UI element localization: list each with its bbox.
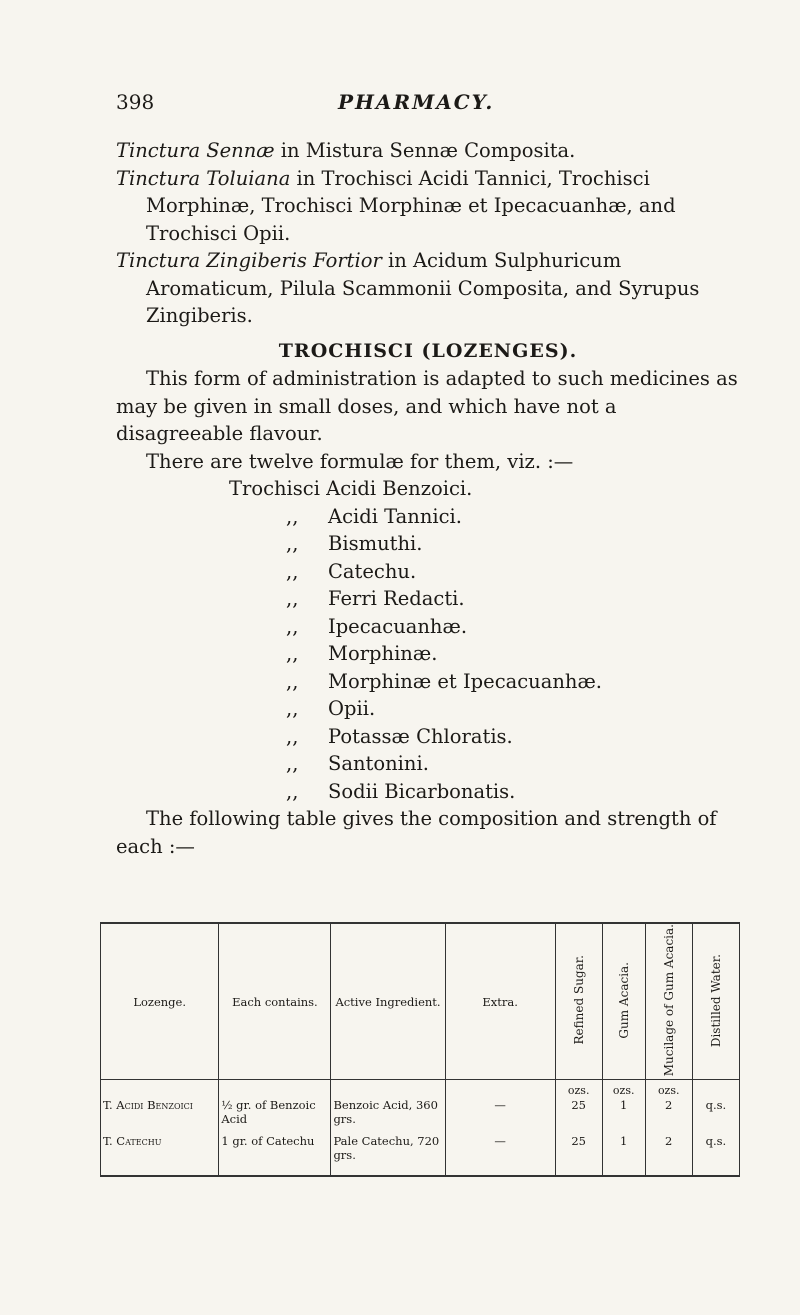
- header-active-ingredient: Active Ingredient.: [331, 923, 445, 1080]
- header-extra: Extra.: [445, 923, 555, 1080]
- header-lozenge: Lozenge.: [101, 923, 219, 1080]
- list-item: [116, 503, 740, 531]
- list-item-name: Acidi Tannici.: [328, 504, 462, 528]
- running-title: PHARMACY.: [338, 90, 495, 114]
- paragraph-table-intro: The following table gives the composition and strength of each :—: [116, 807, 717, 858]
- section-title: TROCHISCI (LOZENGES).: [278, 339, 578, 362]
- cell-lozenge: T. Catechu: [101, 1126, 219, 1176]
- list-item-name: Morphinæ et Ipecacuanhæ.: [328, 669, 602, 693]
- list-item: [116, 585, 740, 613]
- cell-mucilage: [645, 1080, 692, 1127]
- header-mucilage: [645, 923, 692, 1080]
- paragraph-tinctura-zingiberis: [116, 247, 740, 330]
- header-text: Refined Sugar.: [571, 955, 586, 1045]
- list-item: [116, 640, 740, 668]
- table-row: [101, 1080, 740, 1127]
- table-header-row: [101, 923, 740, 1080]
- cell-lozenge: T. Acidi Benzoici: [101, 1080, 219, 1127]
- paragraph-text: in Acidum Sulphuricum Aromaticum, Pilula Scammonii Composita, and Syrupus Zingiberis.: [146, 249, 700, 327]
- header-distilled-water: [692, 923, 739, 1080]
- ditto-mark: ,,: [286, 532, 299, 555]
- term-italic: Tinctura Sennæ: [116, 139, 275, 162]
- cell-sugar: [555, 1080, 602, 1127]
- paragraph-description: This form of administration is adapted to such medicines as may be given in small doses, and which have not a disagreeable flavour.: [116, 367, 738, 445]
- cell-water: q.s.: [692, 1126, 739, 1176]
- list-item-name: Potassæ Chloratis.: [328, 724, 513, 748]
- list-item-name: Santonini.: [328, 752, 429, 775]
- term-italic: Tinctura Zingiberis Fortior: [116, 249, 382, 272]
- lozenge-list: [116, 475, 740, 805]
- cell-sugar: 25: [555, 1126, 602, 1176]
- page-header: [116, 90, 740, 120]
- list-item-name: Bismuthi.: [328, 532, 423, 555]
- list-item: Trochisci Acidi Benzoici.: [229, 477, 473, 500]
- ditto-mark: ,,: [286, 724, 299, 748]
- ditto-mark: ,,: [286, 669, 299, 693]
- list-item: [116, 695, 740, 723]
- list-item-name: Opii.: [328, 697, 376, 720]
- cell-value: 2: [665, 1098, 673, 1113]
- cell-active: Benzoic Acid, 360 grs.: [331, 1080, 445, 1127]
- list-item: [116, 558, 740, 586]
- cell-each: 1 gr. of Catechu: [219, 1126, 331, 1176]
- header-text: Distilled Water.: [708, 953, 723, 1047]
- unit-label: ozs.: [567, 1084, 590, 1098]
- table-row: [101, 1126, 740, 1176]
- ditto-mark: ,,: [286, 559, 299, 583]
- cell-gum: 1: [602, 1126, 645, 1176]
- ditto-mark: ,,: [286, 504, 299, 528]
- cell-active: Pale Catechu, 720 grs.: [331, 1126, 445, 1176]
- ditto-mark: ,,: [286, 614, 299, 638]
- header-gum-acacia: [602, 923, 645, 1080]
- cell-gum: [602, 1080, 645, 1127]
- list-item-name: Morphinæ.: [328, 642, 438, 665]
- ditto-mark: ,,: [286, 642, 299, 665]
- ditto-mark: ,,: [286, 697, 299, 720]
- header-refined-sugar: [555, 923, 602, 1080]
- list-item: [116, 613, 740, 641]
- cell-value: 1: [620, 1098, 628, 1113]
- list-item: [116, 778, 740, 806]
- body-text: [116, 137, 740, 860]
- composition-table: [100, 922, 740, 1177]
- cell-value: 25: [571, 1098, 586, 1113]
- cell-extra: —: [445, 1080, 555, 1127]
- paragraph-formulae-intro: There are twelve formulæ for them, viz. :—: [146, 449, 574, 473]
- paragraph-text: in Mistura Sennæ Composita.: [274, 139, 576, 162]
- paragraph-tinctura-sennae: [116, 137, 740, 165]
- page-number: 398: [116, 90, 155, 114]
- list-item-name: Ipecacuanhæ.: [328, 614, 468, 638]
- ditto-mark: ,,: [286, 752, 299, 775]
- term-italic: Tinctura Toluiana: [116, 166, 291, 190]
- header-each-contains: Each contains.: [219, 923, 331, 1080]
- unit-label: ozs.: [657, 1084, 680, 1098]
- cell-each: ½ gr. of Benzoic Acid: [219, 1080, 331, 1127]
- list-item: [116, 750, 740, 778]
- list-item: [116, 723, 740, 751]
- list-item-name: Sodii Bicarbonatis.: [328, 779, 516, 803]
- header-text: Mucilage of Gum Acacia.: [661, 924, 676, 1077]
- ditto-mark: ,,: [286, 779, 299, 803]
- paragraph-text: in Trochisci Acidi Tannici, Trochisci Morphinæ, Trochisci Morphinæ et Ipecacuanhæ, and Trochisci Opii.: [146, 166, 676, 245]
- header-text: Gum Acacia.: [616, 961, 631, 1039]
- cell-mucilage: 2: [645, 1126, 692, 1176]
- list-item-name: Catechu.: [328, 559, 417, 583]
- list-item: [116, 530, 740, 558]
- ditto-mark: ,,: [286, 587, 299, 610]
- cell-water: q.s.: [692, 1080, 739, 1127]
- paragraph-tinctura-toluiana: [116, 165, 740, 248]
- list-item: [116, 668, 740, 696]
- cell-extra: —: [445, 1126, 555, 1176]
- list-item-name: Ferri Redacti.: [328, 587, 465, 610]
- unit-label: ozs.: [612, 1084, 635, 1098]
